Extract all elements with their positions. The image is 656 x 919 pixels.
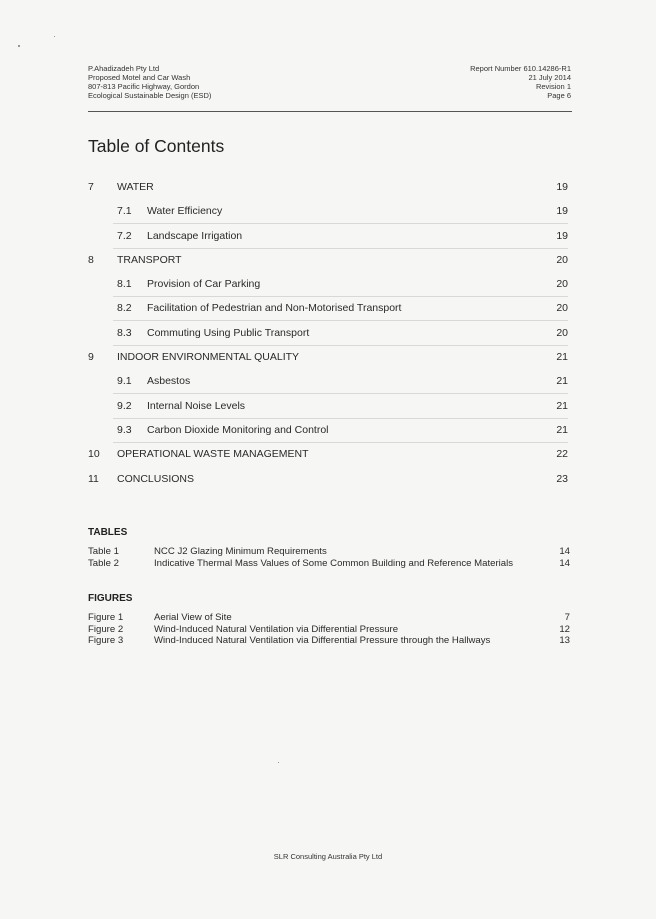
figure-label: Figure 2 [88,623,124,635]
header-page-number: Page 6 [547,91,571,100]
toc-entry-number: 7 [88,181,94,193]
header-address: 807-813 Pacific Highway, Gordon [88,82,200,91]
header-revision: Revision 1 [535,82,571,91]
toc-subentry[interactable] [88,326,568,350]
toc-entry-title: Commuting Using Public Transport [147,326,310,339]
header-divider [88,111,572,112]
toc-subentry[interactable] [88,229,568,253]
toc-entry-title: INDOOR ENVIRONMENTAL QUALITY [117,351,300,364]
toc-entry-number: 10 [88,448,100,461]
toc-entry-title: Provision of Car Parking [147,278,261,291]
header-subject: Ecological Sustainable Design (ESD) [88,91,212,100]
toc-entry-number: 9.3 [117,423,132,436]
toc-subentry[interactable] [88,204,568,228]
toc-entry-page: 23 [556,472,568,485]
toc-entry-number: 8 [88,253,94,266]
scan-speck [54,36,55,37]
toc-entry-page: 20 [556,278,568,291]
table-page: 14 [559,546,570,557]
toc-entry-title: Water Efficiency [147,205,223,218]
toc-entry-page: 22 [556,448,568,461]
header-date: 21 July 2014 [528,73,571,82]
toc-entry-title: Asbestos [147,375,191,388]
table-title: NCC J2 Glazing Minimum Requirements [154,546,327,557]
toc-entry-page: 19 [556,205,568,218]
toc-entry-number: 7.1 [117,205,132,218]
toc-entry-title: WATER [117,181,154,193]
tables-heading: TABLES [88,527,128,538]
figure-page: 7 [564,612,570,623]
figure-page: 12 [559,623,570,635]
figure-title: Aerial View of Site [154,612,232,623]
toc-subentry[interactable] [88,423,568,447]
figures-heading: FIGURES [88,593,133,604]
figures-list [88,612,570,647]
toc-list [88,180,568,496]
toc-entry-number: 8.3 [117,326,132,339]
figure-list-item[interactable] [88,624,570,636]
toc-subentry[interactable] [88,277,568,301]
toc-entry-page: 20 [556,302,568,315]
table-list-item[interactable] [88,546,570,558]
toc-subentry[interactable] [88,301,568,325]
toc-entry-number: 7.2 [117,229,132,242]
table-label: Table 2 [88,557,119,569]
toc-entry-page: 21 [556,423,568,436]
header-report-number: Report Number 610.14286-R1 [470,64,571,73]
table-page: 14 [559,557,570,569]
figure-title: Wind-Induced Natural Ventilation via Differential Pressure [154,623,399,635]
figure-label: Figure 1 [88,612,124,623]
scan-speck [18,45,20,47]
toc-entry-page: 21 [556,351,568,364]
toc-entry-title: Internal Noise Levels [147,399,246,412]
table-label: Table 1 [88,546,119,557]
figure-label: Figure 3 [88,635,124,646]
toc-entry[interactable] [88,253,568,277]
header-right [470,64,571,100]
figure-list-item[interactable] [88,612,570,624]
header-left [88,64,211,100]
toc-entry-title: Landscape Irrigation [147,229,243,242]
tables-list [88,546,570,569]
toc-entry-page: 19 [556,181,568,193]
table-title: Indicative Thermal Mass Values of Some Common Building and Reference Materials [154,557,514,569]
toc-entry-title: CONCLUSIONS [117,472,195,485]
toc-title: Table of Contents [88,136,225,156]
page-footer: SLR Consulting Australia Pty Ltd [273,852,383,861]
figure-title: Wind-Induced Natural Ventilation via Differential Pressure through the Hallways [154,635,491,646]
toc-subentry[interactable] [88,374,568,398]
toc-entry[interactable] [88,447,568,471]
toc-entry-page: 19 [556,229,568,242]
toc-entry-number: 9.1 [117,375,132,388]
toc-entry-number: 8.1 [117,278,132,291]
toc-entry[interactable] [88,180,568,204]
toc-entry[interactable] [88,472,568,496]
toc-entry-number: 11 [88,472,99,485]
toc-entry-page: 20 [556,253,568,266]
scan-speck [278,762,279,763]
toc-entry-page: 21 [556,399,568,412]
toc-entry-title: OPERATIONAL WASTE MANAGEMENT [117,448,309,461]
header-company: P.Ahadizadeh Pty Ltd [88,64,160,73]
toc-entry[interactable] [88,350,568,374]
figure-list-item[interactable] [88,635,570,647]
toc-entry-number: 8.2 [117,302,132,315]
toc-entry-title: TRANSPORT [117,253,182,266]
toc-entry-number: 9.2 [117,399,132,412]
header-project: Proposed Motel and Car Wash [88,73,191,82]
toc-entry-page: 21 [556,375,568,388]
toc-entry-title: Facilitation of Pedestrian and Non-Motorised Transport [147,302,402,315]
toc-entry-title: Carbon Dioxide Monitoring and Control [147,423,329,436]
figure-page: 13 [559,635,570,646]
toc-entry-number: 9 [88,351,94,364]
toc-subentry[interactable] [88,399,568,423]
table-list-item[interactable] [88,558,570,570]
toc-entry-page: 20 [556,326,568,339]
